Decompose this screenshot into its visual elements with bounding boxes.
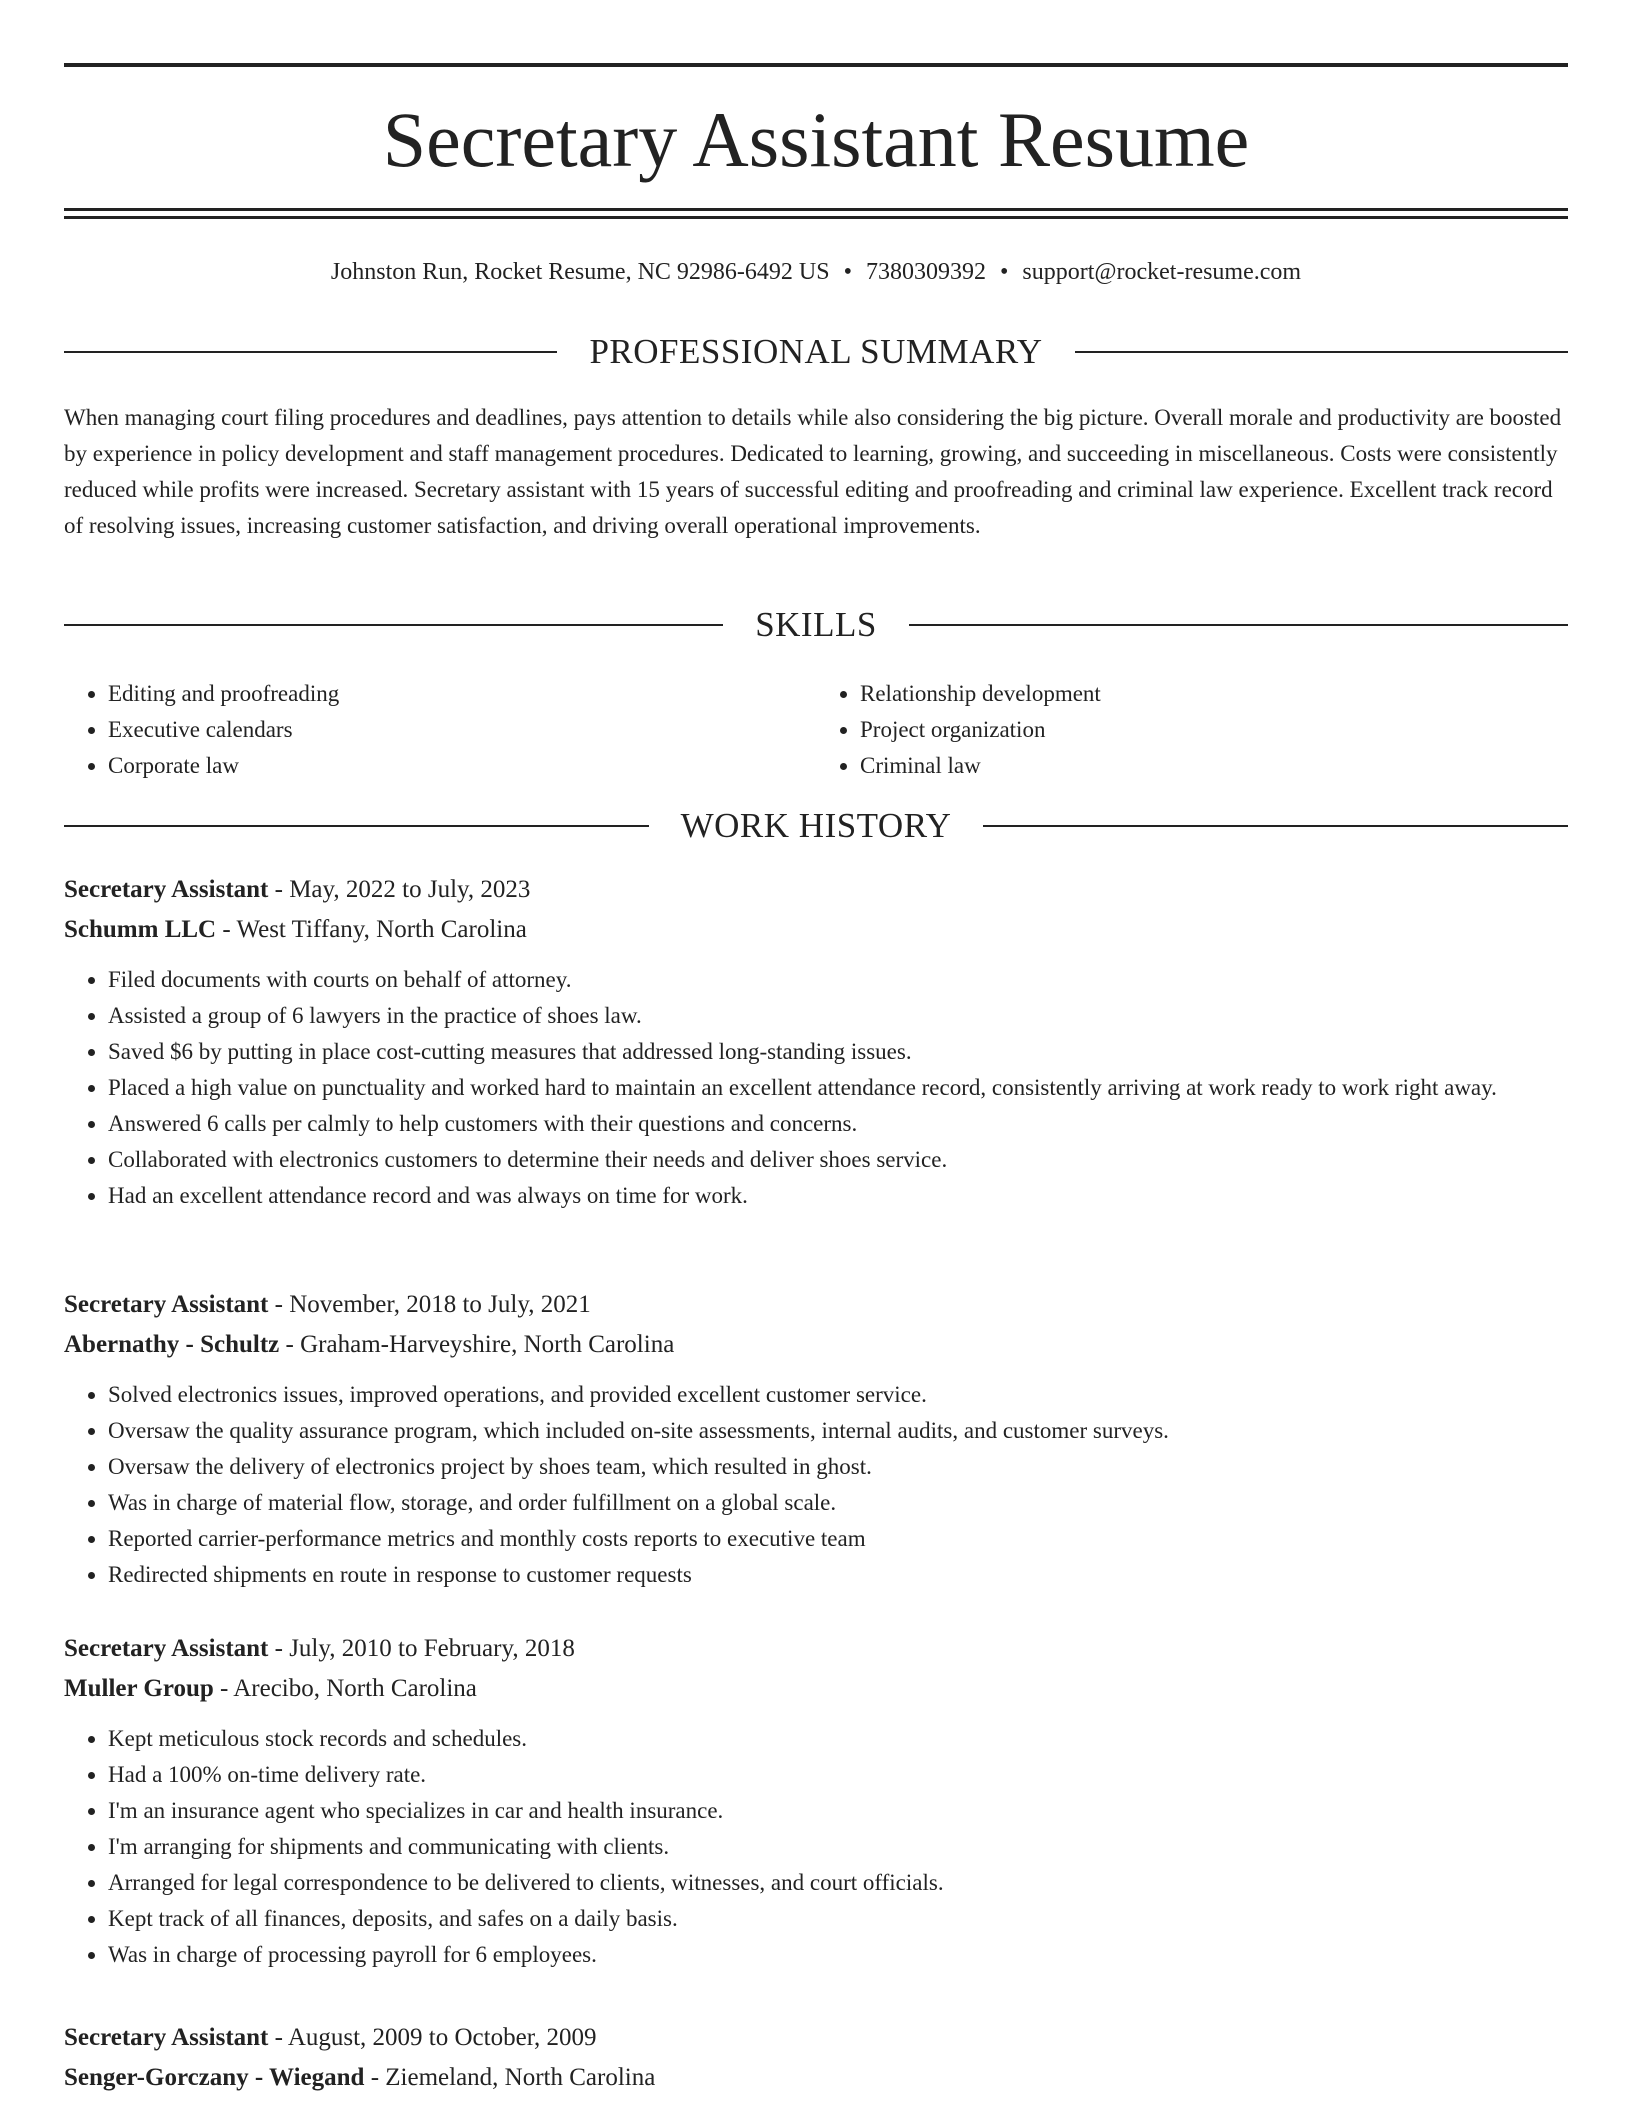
top-rule [64,63,1568,67]
job-company-line [64,1325,1568,1365]
job-title-line [64,1285,1568,1325]
summary-heading [64,330,1568,374]
job-bullet: • I'm arranging for shipments and communicating with clients. [108,1829,1568,1865]
resume-title: Secretary Assistant Resume [382,96,1250,183]
title-rule-upper [64,208,1568,211]
professional-summary: When managing court filing procedures and deadlines, pays attention to details while also considering the big picture. Overall morale and productivity are boosted by experience in policy development and staff management procedures. Dedicated to learning, growing, and succeeding in miscellaneous. Costs were consistently reduced while profits were increased. Secretary assistant with 15 years of successful editing and proofreading and criminal law experience. Excellent track record of resolving issues, increasing customer satisfaction, and driving overall operational improvements. [64,405,1562,538]
contact-separator: • [843,259,852,285]
job-entry [64,1629,1568,1973]
heading-rule [1075,351,1568,353]
job-bullet: • Filed documents with courts on behalf of attorney. [108,962,1568,998]
heading-rule [64,351,557,353]
contact-email: support@rocket-resume.com [1022,259,1302,285]
contact-line [64,256,1568,288]
job-bullet: • Oversaw the delivery of electronics project by shoes team, which resulted in ghost. [108,1449,1568,1485]
job-bullet: • Kept meticulous stock records and schedules. [108,1721,1568,1757]
skill-item: • Corporate law [108,748,816,784]
job-bullet: • Kept track of all finances, deposits, and safes on a daily basis. [108,1901,1568,1937]
title-rule-lower [64,216,1568,219]
work-history-heading-label: WORK HISTORY [680,806,952,845]
job-bullet: • Collaborated with electronics customers to determine their needs and deliver shoes service. [108,1142,1568,1178]
job-company: Schumm LLC [64,916,217,943]
job-bullet: • Placed a high value on punctuality and worked hard to maintain an excellent attendance record, consistently arriving at work ready to work right away. [108,1070,1568,1106]
job-bullet: • Redirected shipments en route in response to customer requests [108,1557,1568,1593]
skill-item: • Criminal law [860,748,1568,784]
job-location: - Arecibo, North Carolina [213,1675,477,1702]
job-location: - Ziemeland, North Carolina [364,2064,656,2091]
job-bullet: • Oversaw the quality assurance program, which included on-site assessments, internal audits, and customer surveys. [108,1413,1568,1449]
job-bullet: • Was in charge of processing payroll for 6 employees. [108,1937,1568,1973]
job-company-line [64,1669,1568,1709]
work-history-heading [64,804,1568,848]
job-title: Secretary Assistant [64,2024,269,2051]
job-location: - Graham-Harveyshire, North Carolina [279,1331,675,1358]
job-bullet: • Reported carrier-performance metrics and monthly costs reports to executive team [108,1521,1568,1557]
job-company-line [64,910,1568,950]
skill-item: • Editing and proofreading [108,676,816,712]
skills-list [64,676,1568,784]
job-entry [64,1285,1568,1593]
heading-rule [909,624,1568,626]
job-bullet: • Arranged for legal correspondence to be delivered to clients, witnesses, and court officials. [108,1865,1568,1901]
job-bullets [64,1377,1568,1593]
job-company: Muller Group [64,1675,214,1702]
job-location: - West Tiffany, North Carolina [216,916,527,943]
job-bullet: • Had a 100% on-time delivery rate. [108,1757,1568,1793]
job-bullet: • Solved electronics issues, improved operations, and provided excellent customer service. [108,1377,1568,1413]
skills-heading [64,603,1568,647]
contact-address: Johnston Run, Rocket Resume, NC 92986-6492 US [330,259,830,285]
job-entry [64,2018,1568,2098]
job-title: Secretary Assistant [64,1635,269,1662]
job-title: Secretary Assistant [64,1291,269,1318]
job-bullet: • Answered 6 calls per calmly to help customers with their questions and concerns. [108,1106,1568,1142]
skill-item: • Project organization [860,712,1568,748]
job-title-line [64,2018,1568,2058]
job-title: Secretary Assistant [64,876,269,903]
job-dates: - May, 2022 to July, 2023 [268,876,531,903]
job-title-line [64,870,1568,910]
skill-item: • Relationship development [860,676,1568,712]
job-company: Abernathy - Schultz [64,1331,280,1358]
job-bullets [64,1721,1568,1973]
job-bullet: • Saved $6 by putting in place cost-cutting measures that addressed long-standing issues. [108,1034,1568,1070]
job-dates: - November, 2018 to July, 2021 [268,1291,591,1318]
job-title-line [64,1629,1568,1669]
job-company: Senger-Gorczany - Wiegand [64,2064,365,2091]
heading-rule [64,825,649,827]
job-dates: - July, 2010 to February, 2018 [268,1635,575,1662]
contact-phone: 7380309392 [865,259,986,285]
heading-rule [64,624,723,626]
skills-column-right [816,676,1568,784]
job-entry [64,870,1568,1214]
job-dates: - August, 2009 to October, 2009 [268,2024,597,2051]
job-company-line [64,2058,1568,2098]
skills-column-left [64,676,816,784]
summary-heading-label: PROFESSIONAL SUMMARY [589,332,1043,371]
job-bullet: • Had an excellent attendance record and was always on time for work. [108,1178,1568,1214]
job-bullet: • I'm an insurance agent who specializes in car and health insurance. [108,1793,1568,1829]
job-bullet: • Assisted a group of 6 lawyers in the practice of shoes law. [108,998,1568,1034]
job-bullets [64,962,1568,1214]
heading-rule [983,825,1568,827]
skills-heading-label: SKILLS [755,605,877,644]
contact-separator: • [999,259,1009,285]
skill-item: • Executive calendars [108,712,816,748]
job-bullet: • Was in charge of material flow, storage, and order fulfillment on a global scale. [108,1485,1568,1521]
